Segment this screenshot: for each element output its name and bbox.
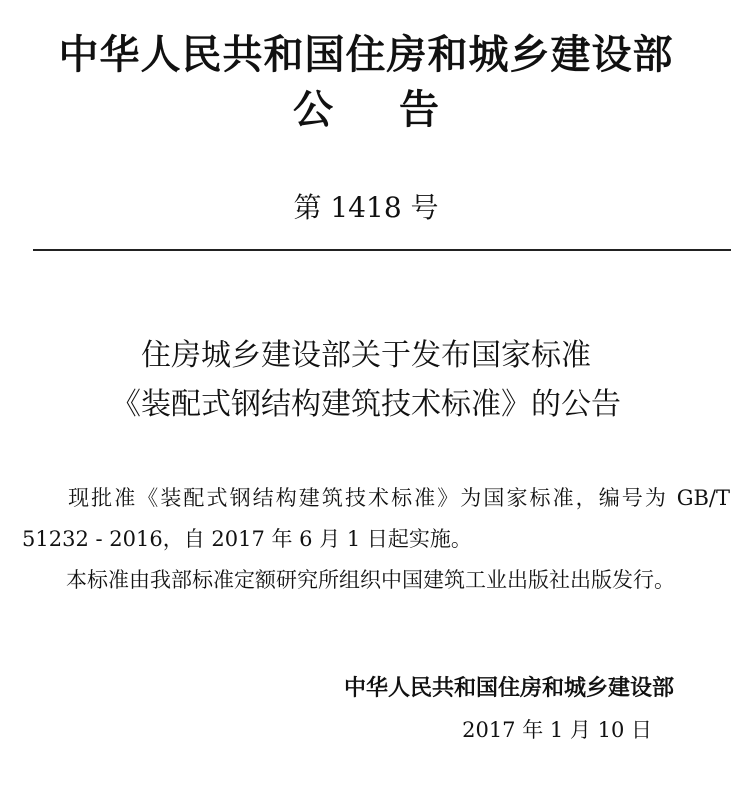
announcement-number: 第 1418 号 [293,191,439,224]
body-paragraph-2-text: 本标准由我部标准定额研究所组织中国建筑工业出版社出版发行。 [66,568,675,592]
body-paragraph-2 [22,560,730,601]
document-type-char-1: 公 [293,87,333,133]
header-divider [33,249,731,251]
signature-organization: 中华人民共和国住房和城乡建设部 [343,676,674,701]
body-paragraph-1-text: 现批准《装配式钢结构建筑技术标准》为国家标准，编号为 GB/T 51232 - 2016，自 2017 年 6 月 1 日起实施。 [22,486,730,551]
body-paragraph-1 [22,478,730,560]
signature-date: 2017 年 1 月 10 日 [462,718,652,742]
announcement-title-line-2: 《装配式钢结构建筑技术标准》的公告 [111,387,621,422]
document-type-heading [0,85,732,135]
announcement-title-line-1: 住房城乡建设部关于发布国家标准 [141,338,591,373]
issuer-heading: 中华人民共和国住房和城乡建设部 [58,32,674,78]
document-type-char-2: 告 [399,87,439,133]
